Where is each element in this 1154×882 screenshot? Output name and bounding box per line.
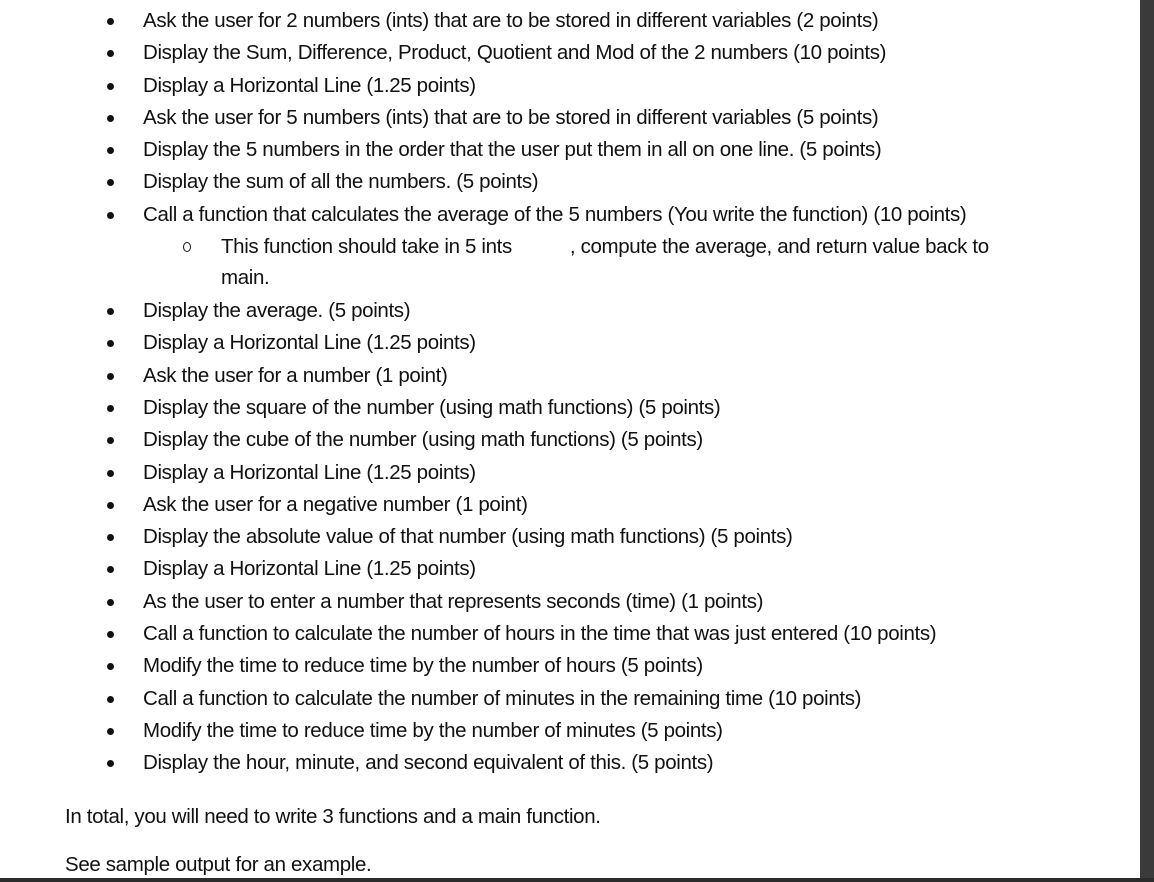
list-item-text: Display the Sum, Difference, Product, Quotient and Mod of the 2 numbers (10 points) <box>143 41 887 65</box>
sub-list-item <box>0 231 1140 262</box>
list-item <box>0 327 1140 359</box>
list-item-text: Ask the user for a number (1 point) <box>143 363 448 387</box>
list-item-text: Display the sum of all the numbers. (5 points) <box>143 170 539 194</box>
list-item <box>0 747 1140 779</box>
list-item-text: Display the absolute value of that number (using math functions) (5 points) <box>143 525 793 549</box>
list-item <box>0 553 1140 585</box>
list-item-text: Display the 5 numbers in the order that the user put them in all on one line. (5 points) <box>143 138 882 162</box>
list-item-text: Ask the user for a negative number (1 point) <box>143 492 528 516</box>
list-item <box>0 586 1140 618</box>
list-item <box>0 102 1140 134</box>
list-item-text: Call a function to calculate the number of hours in the time that was just entered (10 points) <box>143 622 937 646</box>
list-item-text: Display the hour, minute, and second equivalent of this. (5 points) <box>143 751 714 775</box>
list-item-text: Display a Horizontal Line (1.25 points) <box>143 460 476 484</box>
hollow-bullet-icon <box>183 242 191 252</box>
list-item-text: Display the square of the number (using math functions) (5 points) <box>143 395 721 419</box>
window-edge-bottom <box>0 878 1154 882</box>
list-item <box>0 521 1140 553</box>
list-item-text: Ask the user for 5 numbers (ints) that are to be stored in different variables (5 points) <box>143 105 879 129</box>
list-item-text: Display a Horizontal Line (1.25 points) <box>143 73 476 97</box>
list-item <box>0 618 1140 650</box>
requirements-list <box>0 5 1140 780</box>
list-item-text: Modify the time to reduce time by the number of hours (5 points) <box>143 654 703 678</box>
list-item-text: Modify the time to reduce time by the number of minutes (5 points) <box>143 718 723 742</box>
list-item <box>0 424 1140 456</box>
sample-output-note: See sample output for an example. <box>65 853 372 876</box>
list-item-text: Call a function that calculates the average of the 5 numbers (You write the function) (10 points) <box>143 202 967 226</box>
sub-list-item-continuation <box>0 262 1140 295</box>
list-item-text: Display a Horizontal Line (1.25 points) <box>143 331 476 355</box>
list-item <box>0 392 1140 424</box>
list-item-text: Call a function to calculate the number of minutes in the remaining time (10 points) <box>143 686 862 710</box>
list-item <box>0 650 1140 682</box>
window-edge-right <box>1140 0 1154 882</box>
list-item <box>0 360 1140 392</box>
list-item <box>0 295 1140 327</box>
list-item <box>0 70 1140 102</box>
list-item <box>0 683 1140 715</box>
list-item <box>0 166 1140 198</box>
list-item-text: Display the cube of the number (using math functions) (5 points) <box>143 428 703 452</box>
summary-paragraph: In total, you will need to write 3 functions and a main function. <box>65 805 601 828</box>
list-item <box>0 457 1140 489</box>
list-item-text: Display a Horizontal Line (1.25 points) <box>143 557 476 581</box>
list-item <box>0 5 1140 37</box>
list-item-text: Display the average. (5 points) <box>143 299 411 323</box>
list-item <box>0 134 1140 166</box>
list-item <box>0 715 1140 747</box>
list-item-text: Ask the user for 2 numbers (ints) that are to be stored in different variables (2 points) <box>143 9 879 32</box>
list-item-text: As the user to enter a number that represents seconds (time) (1 points) <box>143 589 764 613</box>
list-item <box>0 489 1140 521</box>
sub-list-item-text: This function should take in 5 ints , compute the average, and return value back to <box>221 235 989 259</box>
sub-list-item-text-continued: main. <box>221 266 270 290</box>
list-item <box>0 37 1140 69</box>
list-item <box>0 199 1140 231</box>
